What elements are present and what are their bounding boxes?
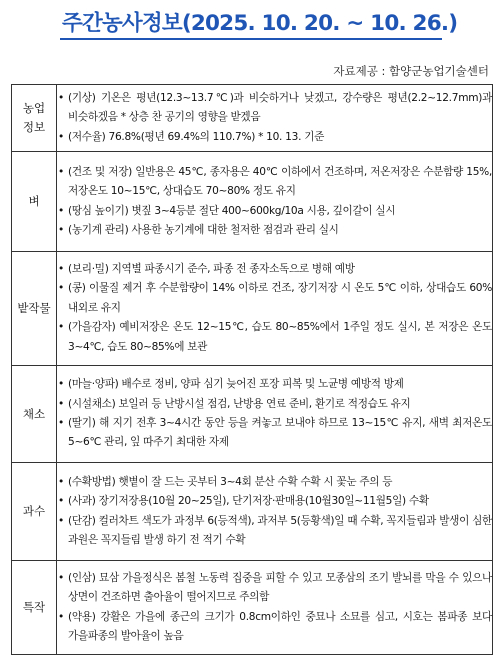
list-item: • (사과) 장기저장용(10월 20~25일), 단기저장·판매용(10월30일~11월5일) 수확	[57, 492, 492, 511]
section-row	[12, 463, 493, 561]
list-item: • (인삼) 묘삼 가을정식은 봄철 노동력 집중을 피할 수 있고 모종삼의 조기 발뇌를 막을 수 있으나 상면이 건조하면 출아율이 떨어지므로 주의함	[57, 569, 492, 608]
content-cell	[57, 366, 493, 463]
content-cell	[57, 85, 493, 152]
content-cell	[57, 561, 493, 655]
category-cell	[12, 252, 57, 366]
list-item: • (저수율) 76.8%(평년 69.4%의 110.7%) * 10. 13. 기준	[57, 128, 492, 147]
category-cell	[12, 152, 57, 252]
category-label: 농업	[22, 101, 46, 115]
category-label: 채소	[22, 406, 46, 421]
list-item: • (시설채소) 보일러 등 난방시설 점검, 난방용 연료 준비, 환기로 적정습도 유지	[57, 395, 492, 414]
content-cell	[57, 463, 493, 561]
category-label: 특작	[22, 600, 46, 614]
list-item: • (딸기) 해 지기 전후 3~4시간 동안 등을 켜놓고 보내야 하므로 13~15℃ 유지, 새벽 최저온도 5~6℃ 관리, 잎 따주기 최대한 자제	[57, 414, 492, 453]
source-credit: 자료제공 : 함양군농업기술센터	[333, 64, 489, 78]
list-item: • (건조 및 저장) 일반용은 45℃, 종자용은 40℃ 이하에서 건조하며, 저온저장은 수분함량 15%, 저장온도 10~15℃, 상대습도 70~80% 정도 유지	[57, 163, 492, 202]
list-item: • (약용) 강활은 가을에 종근의 크기가 0.8cm이하인 중묘나 소묘를 심고, 시호는 봄파종 보다 가을파종의 발아율이 높음	[57, 608, 492, 647]
title-underline	[60, 38, 442, 40]
info-table	[11, 84, 493, 655]
category-label: 정보	[22, 120, 46, 134]
list-item: • (수확방법) 햇볕이 잘 드는 곳부터 3~4회 분산 수확 수확 시 꽃눈 주의 등	[57, 473, 492, 492]
list-item: • (가을감자) 예비저장은 온도 12~15℃, 습도 80~85%에서 1주일 정도 실시, 본 저장은 온도 3~4℃, 습도 80~85%에 보관	[57, 318, 492, 357]
category-cell	[12, 85, 57, 152]
section-row	[12, 366, 493, 463]
category-cell	[12, 561, 57, 655]
list-item: • (기상) 기온은 평년(12.3~13.7℃)과 비슷하거나 낮겠고, 강수량은 평년(2.2~12.7mm)과 비슷하겠음 * 상층 찬 공기의 영향을 받겠음	[57, 89, 492, 128]
list-item: • (땅심 높이기) 볏짚 3~4등분 절단 400~600kg/10a 시용, 깊이갈이 실시	[57, 202, 492, 221]
list-item: • (농기계 관리) 사용한 농기계에 대한 철저한 점검과 관리 실시	[57, 221, 492, 240]
section-row	[12, 152, 493, 252]
page-title: 주간농사정보(2025. 10. 20. ~ 10. 26.)	[62, 11, 458, 36]
content-cell	[57, 152, 493, 252]
list-item: • (마늘·양파) 배수로 정비, 양파 심기 늦어진 포장 피복 및 노균병 예방적 방제	[57, 375, 492, 394]
list-item: • (보리·밀) 지역별 파종시기 준수, 파종 전 종자소독으로 병해 예방	[57, 260, 492, 279]
category-label: 과수	[22, 504, 46, 518]
category-cell	[12, 463, 57, 561]
list-item: • (콩) 이물질 제거 후 수분함량이 14% 이하로 건조, 장기저장 시 온도 5℃ 이하, 상대습도 60% 내외로 유지	[57, 279, 492, 318]
section-row	[12, 561, 493, 655]
content-cell	[57, 252, 493, 366]
section-row	[12, 85, 493, 152]
category-label: 벼	[28, 194, 40, 208]
category-label: 밭작물	[17, 301, 51, 315]
category-cell	[12, 366, 57, 463]
list-item: • (단감) 컬러차트 색도가 과정부 6(등적색), 과저부 5(등황색)일 때 수확, 꼭지들림과 발생이 심한 과원은 꼭지들림 발생 하기 전 적기 수확	[57, 512, 492, 551]
section-row	[12, 252, 493, 366]
